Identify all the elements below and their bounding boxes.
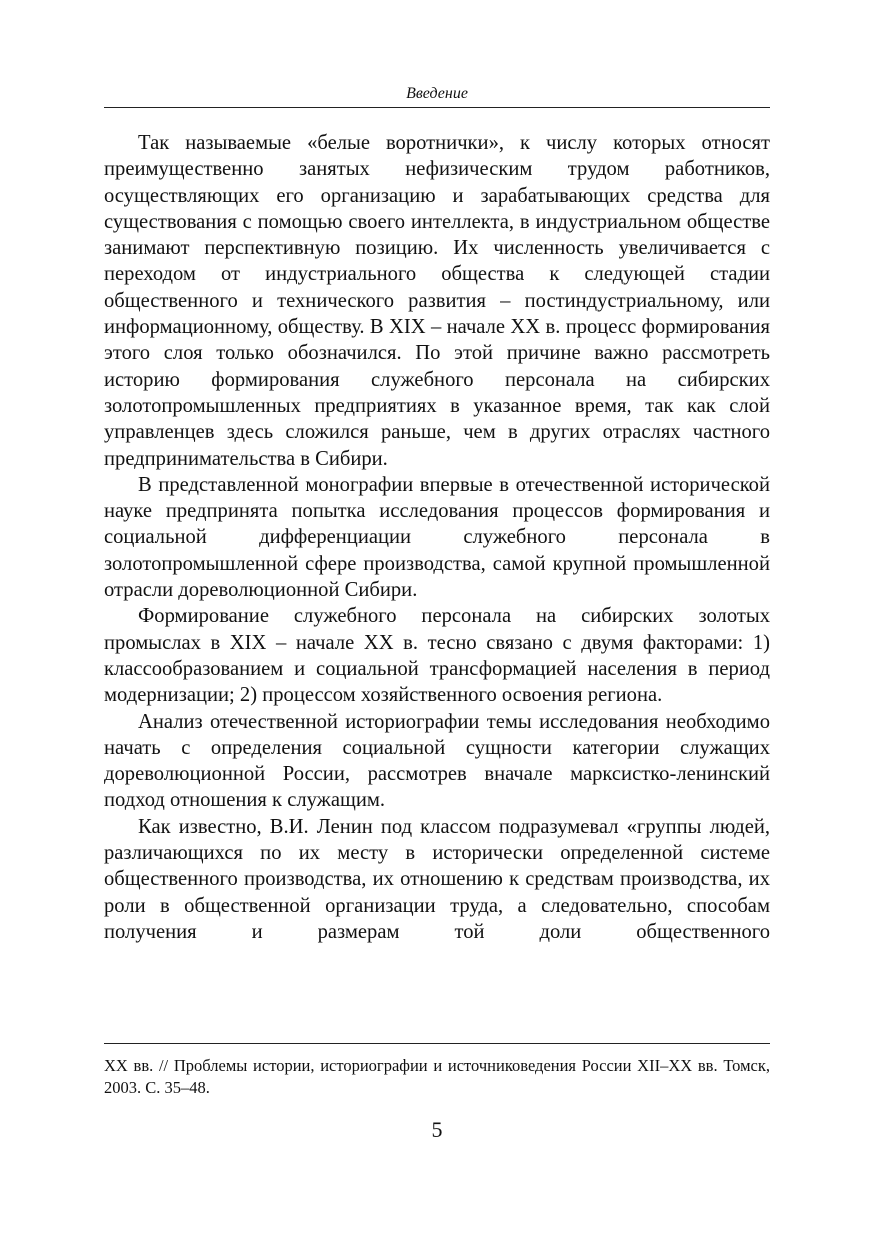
- running-head-title: Введение: [406, 85, 468, 102]
- body-text: [104, 130, 770, 945]
- paragraph-2: В представленной монографии впервые в отечественной исторической науке предпринята попытка исследования процессов формирования и социальной дифференциации служебного персонала в золотопромышленной сфере производства, самой крупной промышленной отрасли дореволюционной Сибири.: [104, 473, 770, 602]
- page-number: 5: [431, 1117, 443, 1142]
- paragraph-4: Анализ отечественной историографии темы исследования необходимо начать с определения социальной сущности категории служащих дореволюционной России, рассмотрев вначале марксистко-ленинский подход отношения к служащим.: [104, 710, 770, 812]
- header-rule: [104, 107, 770, 108]
- paragraph-1: Так называемые «белые воротнички», к числу которых относят преимущественно занятых нефизическим трудом работников, осуществляющих его организацию и зарабатывающих средства для существования с помощью своего интеллекта, в индустриальном обществе занимают перспективную позицию. Их численность увеличивается с переходом от индустриального общества к следующей стадии общественного и технического развития – постиндустриальному, или информационному, обществу. В XIX – начале XX в. процесс формирования этого слоя только обозначился. По этой причине важно рассмотреть историю формирования служебного персонала на сибирских золотопромышленных предприятиях в указанное время, так как слой управленцев здесь сложился раньше, чем в других отраслях частного предпринимательства в Сибири.: [104, 132, 770, 470]
- footnote-rule: [104, 1043, 770, 1044]
- paragraph-5: Как известно, В.И. Ленин под классом подразумевал «группы людей, различающихся по их месту в исторически определенной системе общественного производства, их отношению к средствам производства, их роли в общественной организации труда, а следовательно, способам получения и размерам той доли общественного: [104, 815, 770, 943]
- paragraph-3: Формирование служебного персонала на сибирских золотых промыслах в XIX – начале XX в. тесно связано с двумя факторами: 1) классообразованием и социальной трансформацией населения в период модернизации; 2) процессом хозяйственного освоения региона.: [104, 605, 770, 707]
- footnote-text: XX вв. // Проблемы истории, историографии и источниковедения России XII–XX вв. Томск, 2003. С. 35–48.: [104, 1056, 770, 1097]
